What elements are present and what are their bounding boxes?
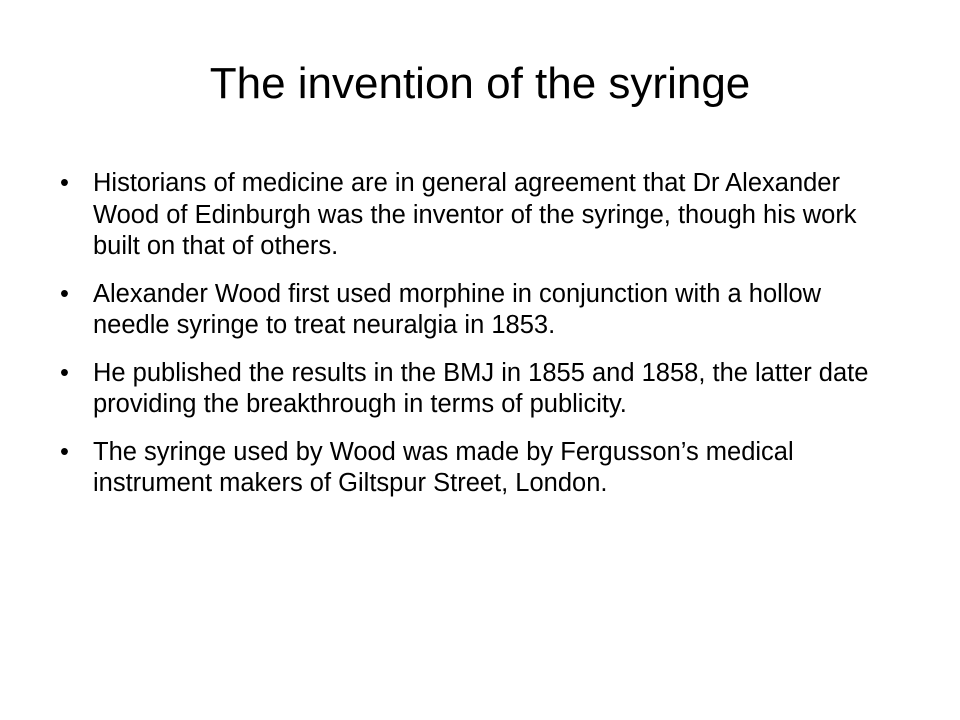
bullet-text: He published the results in the BMJ in 1855 and 1858, the latter date providing the breakthrough in terms of publicity. xyxy=(93,358,869,418)
bullet-item xyxy=(60,437,880,500)
bullet-dot-icon: • xyxy=(60,279,69,308)
bullet-list xyxy=(60,168,880,516)
bullet-dot-icon: • xyxy=(60,437,69,466)
bullet-text: Alexander Wood first used morphine in conjunction with a hollow needle syringe to treat neuralgia in 1853. xyxy=(93,279,822,339)
slide-title: The invention of the syringe xyxy=(209,59,751,108)
bullet-text: The syringe used by Wood was made by Fergusson’s medical instrument makers of Giltspur Street, London. xyxy=(93,437,794,497)
bullet-item xyxy=(60,279,880,342)
bullet-item xyxy=(60,358,880,421)
bullet-text: Historians of medicine are in general agreement that Dr Alexander Wood of Edinburgh was the inventor of the syringe, though his work built on that of others. xyxy=(93,169,857,260)
bullet-dot-icon: • xyxy=(60,358,69,387)
bullet-dot-icon: • xyxy=(60,169,69,197)
bullet-item xyxy=(60,168,880,263)
